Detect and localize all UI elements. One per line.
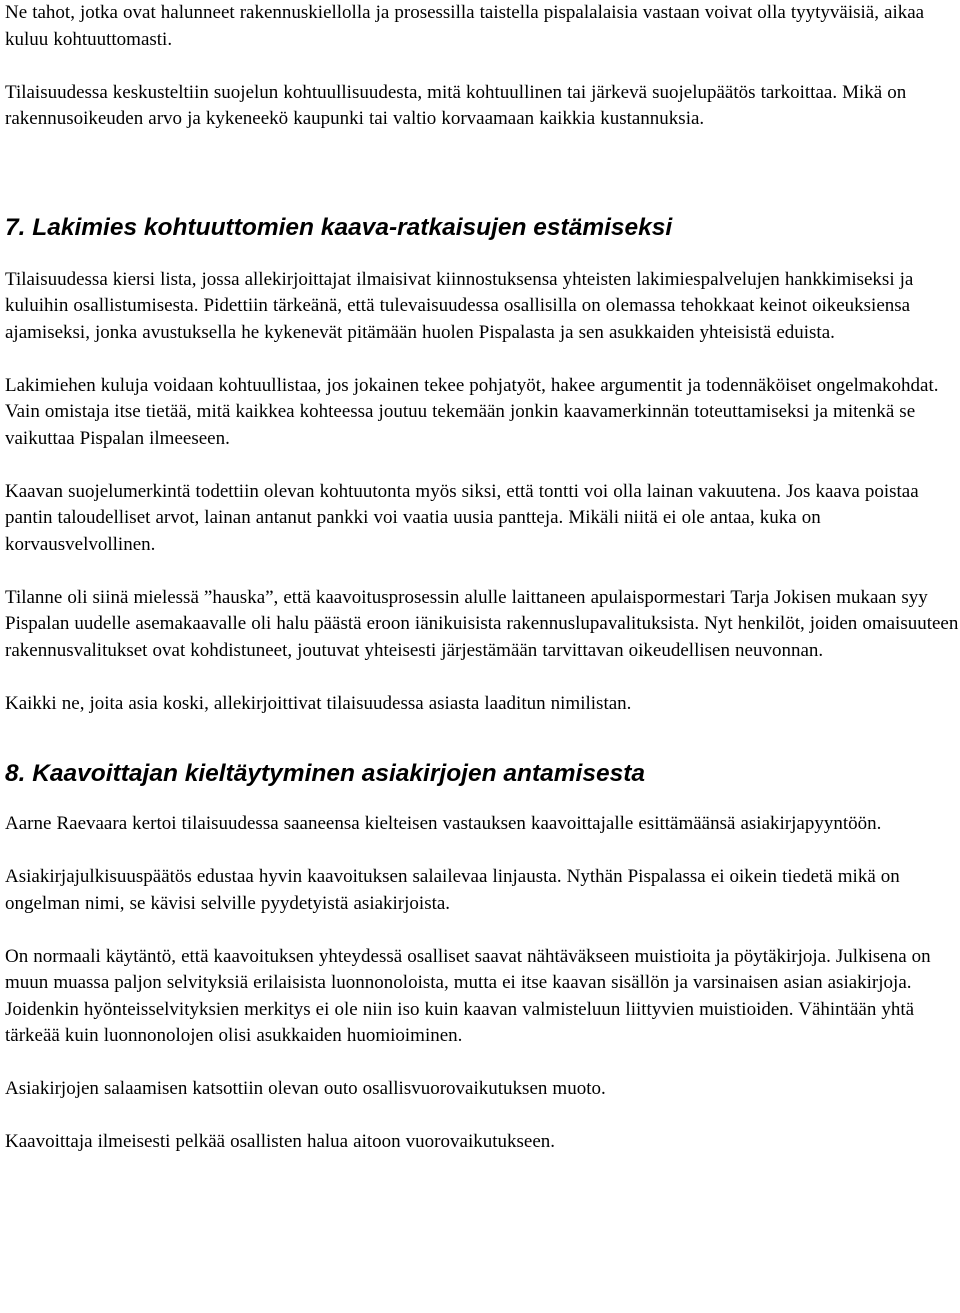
document-page [5,0,959,1156]
paragraph: Aarne Raevaara kertoi tilaisuudessa saaneensa kielteisen vastauksen kaavoittajalle esittämäänsä asiakirjapyyntöön. [5,813,882,834]
paragraph: Tilaisuudessa kiersi lista, jossa allekirjoittajat ilmaisivat kiinnostuksensa yhteisten lakimiespalvelujen hankkimiseksi ja kuluihin osallistumisesta. Pidettiin tärkeänä, että tulevaisuudessa osallisilla on olemassa tehokkaat keinot oikeuksiensa ajamiseksi, jonka avustuksella he kykenevät pitämään huolen Pispalasta ja sen asukkaiden yhteisistä eduista. [5,268,914,343]
paragraph: Asiakirjajulkisuuspäätös edustaa hyvin kaavoituksen salailevaa linjausta. Nythän Pispalassa ei oikein tiedetä mikä on ongelman nimi, se kävisi selville pyydetyistä asiakirjoista. [5,866,900,914]
paragraph: Asiakirjojen salaamisen katsottiin olevan outo osallisvuorovaikutuksen muoto. [5,1078,606,1099]
paragraph: Kaavoittaja ilmeisesti pelkää osallisten halua aitoon vuorovaikutukseen. [5,1131,556,1152]
section-heading-7: 7. Lakimies kohtuuttomien kaava-ratkaisujen estämiseksi [5,213,673,241]
paragraph: Tilaisuudessa keskusteltiin suojelun kohtuullisuudesta, mitä kohtuullinen tai järkevä suojelupäätös tarkoittaa. Mikä on rakennusoikeuden arvo ja kykeneekö kaupunki tai valtio korvaamaan kaikkia kustannuksia. [5,81,907,129]
paragraph: On normaali käytäntö, että kaavoituksen yhteydessä osalliset saavat nähtäväkseen muistioita ja pöytäkirjoja. Julkisena on muun muassa paljon selvityksiä erilaisista luonnonoloista, mutta ei itse kaavan sisällön ja varsinaisen asian asiakirjoja. Joidenkin hyönteisselvityksien merkitys ei ole niin iso kuin kaavan valmisteluun liittyvien muistioiden. Vähintään yhtä tärkeää kuin luonnonolojen olisi asukkaiden huomioiminen. [5,945,931,1046]
paragraph: Tilanne oli siinä mielessä ”hauska”, että kaavoitusprosessin alulle laittaneen apulaispormestari Tarja Jokisen mukaan syy Pispalan uudelle asemakaavalle oli halu päästä eroon iänikuisista rakennuslupavalituksista. Nyt henkilöt, joiden omaisuuteen rakennusvalitukset ovat kohdistuneet, joutuvat yhteisesti järjestämään tarvittavan oikeudellisen neuvonnan. [5,586,959,661]
paragraph: Lakimiehen kuluja voidaan kohtuullistaa, jos jokainen tekee pohjatyöt, hakee argumentit ja todennäköiset ongelmakohdat. Vain omistaja itse tietää, mitä kaikkea kohteessa joutuu tekemään jonkin kaavamerkinnän toteuttamiseksi ja mitenkä se vaikuttaa Pispalan ilmeeseen. [5,374,939,449]
section-heading-8: 8. Kaavoittajan kieltäytyminen asiakirjojen antamisesta [5,760,646,787]
paragraph: Ne tahot, jotka ovat halunneet rakennuskiellolla ja prosessilla taistella pispalalaisia vastaan voivat olla tyytyväisiä, aikaa kuluu kohtuuttomasti. [5,2,925,50]
paragraph: Kaavan suojelumerkintä todettiin olevan kohtuutonta myös siksi, että tontti voi olla lainan vakuutena. Jos kaava poistaa pantin taloudelliset arvot, lainan antanut pankki voi vaatia uusia pantteja. Mikäli niitä ei ole antaa, kuka on korvausvelvollinen. [5,480,919,555]
paragraph: Kaikki ne, joita asia koski, allekirjoittivat tilaisuudessa asiasta laaditun nimilistan. [5,692,632,714]
